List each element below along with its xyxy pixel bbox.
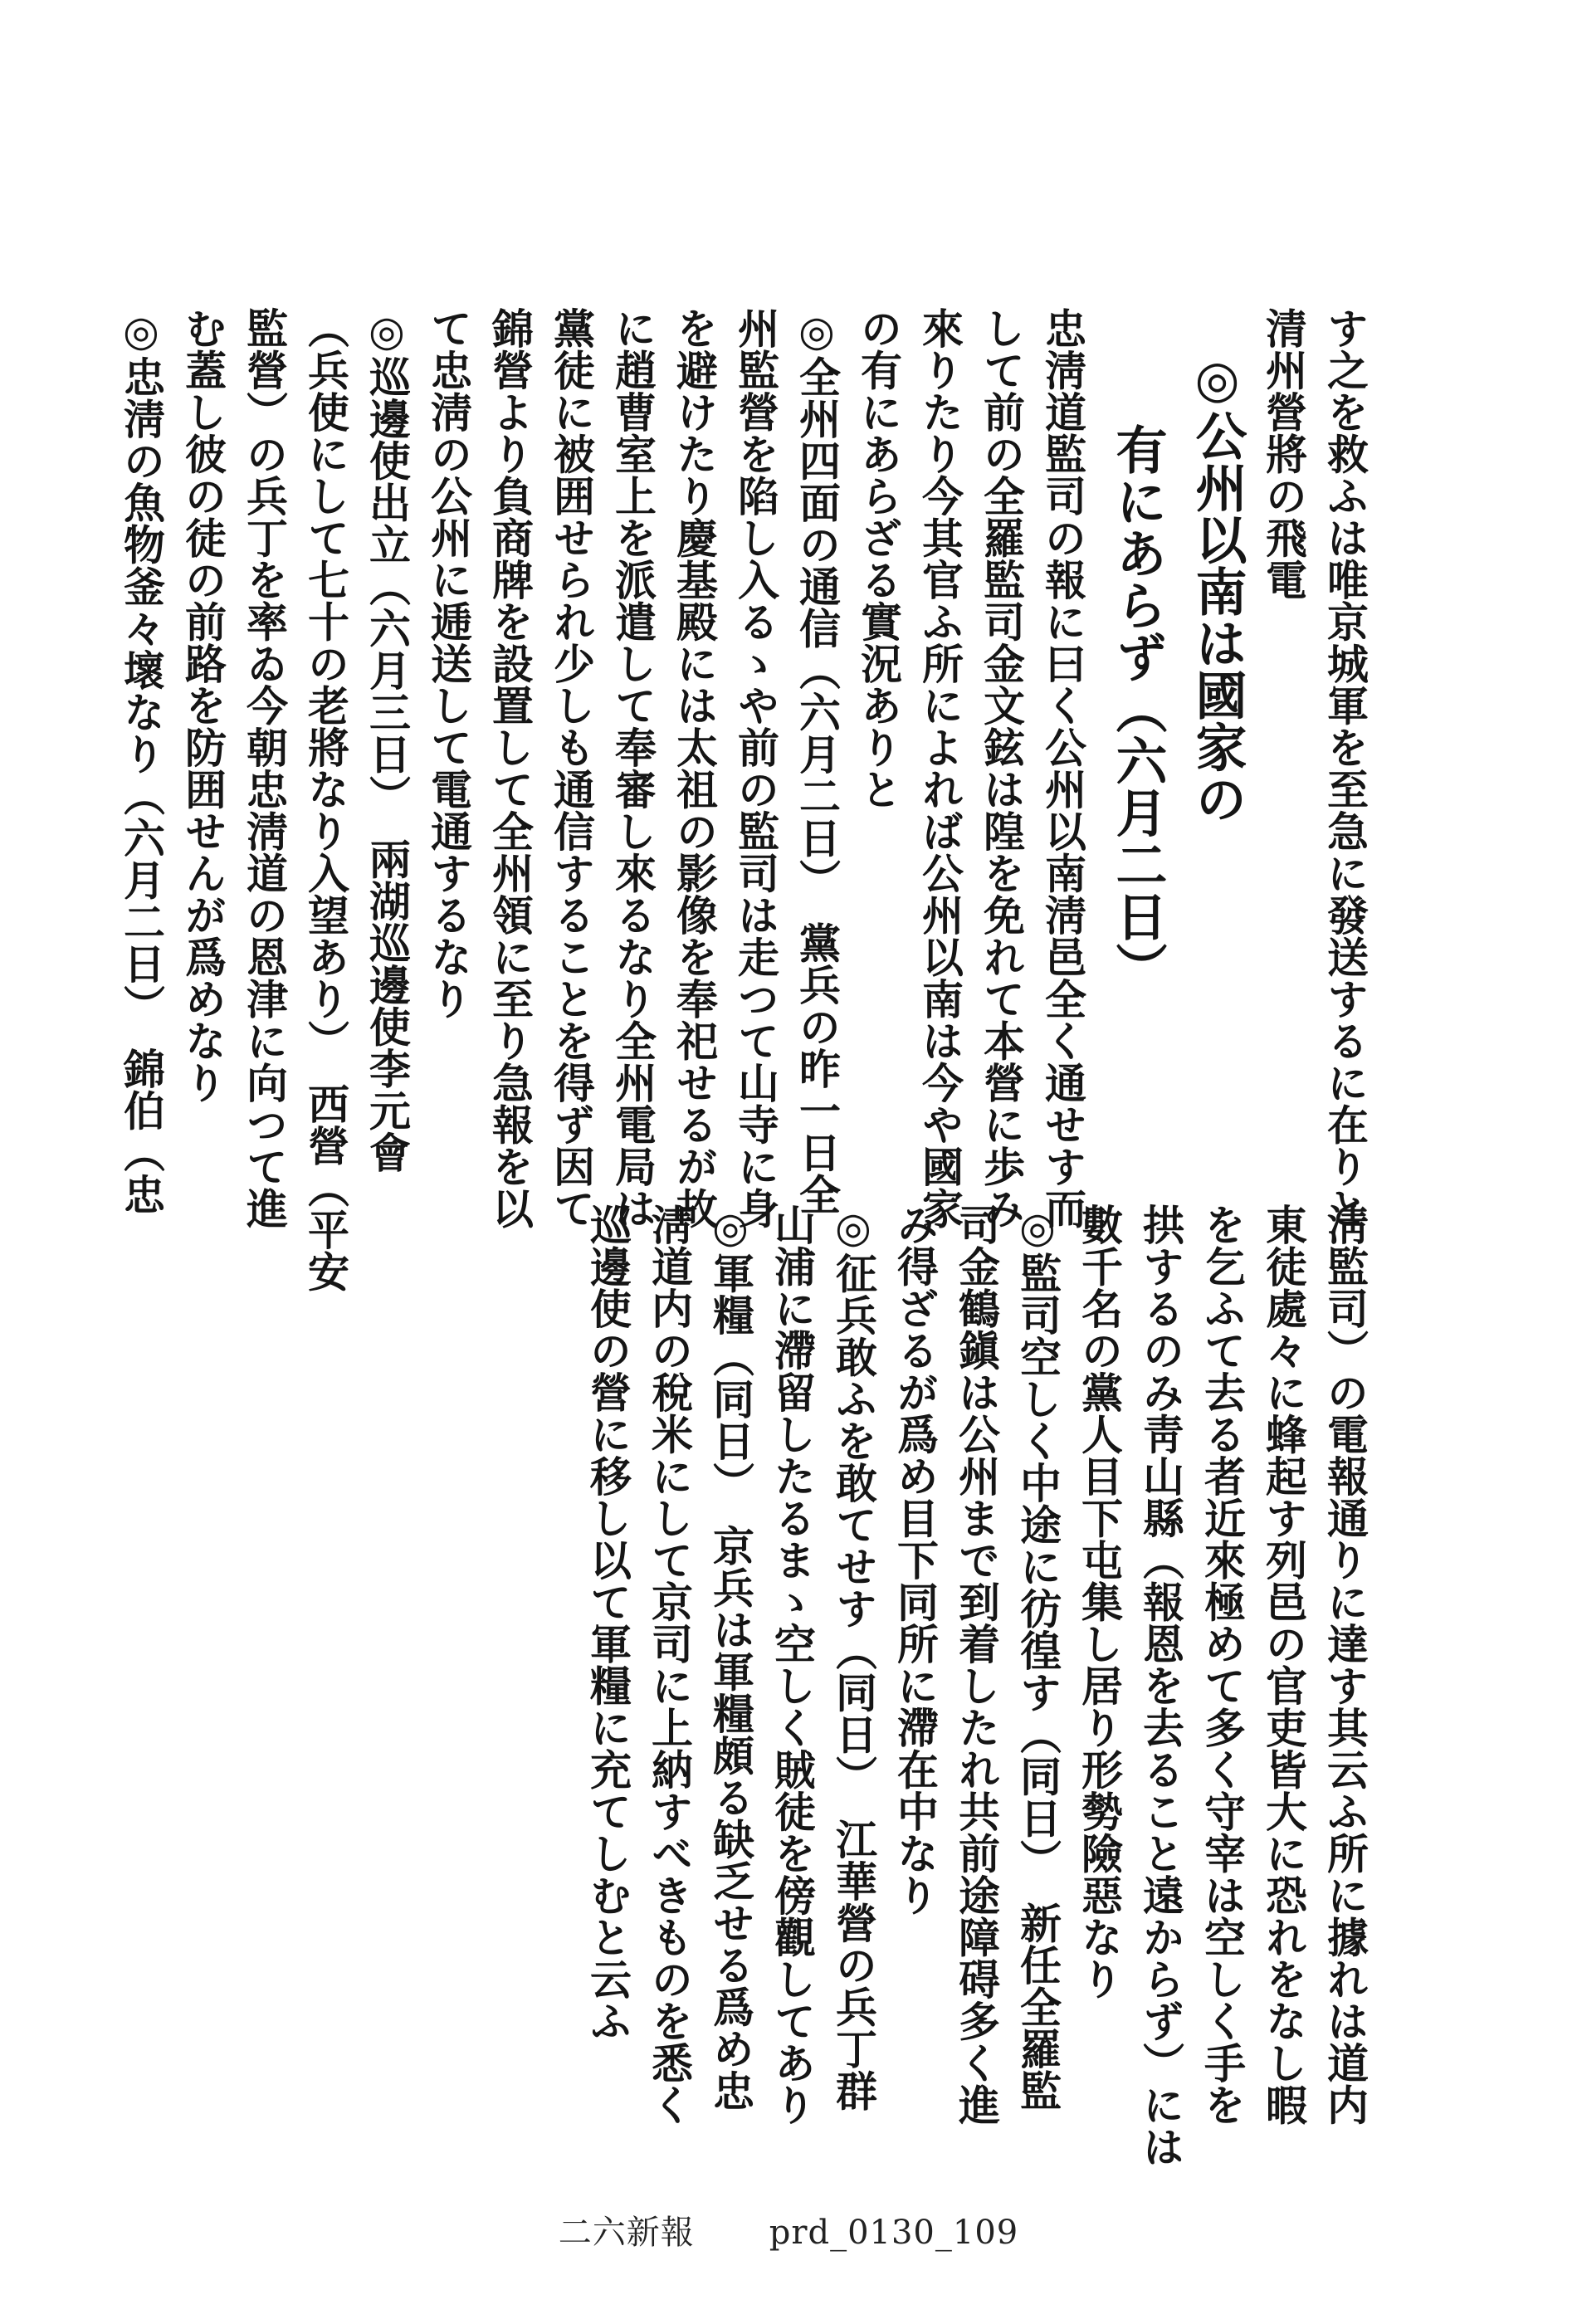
text-column: 巡邊使の營に移し以て軍糧に充てしむと云ふ [583, 1204, 632, 2042]
page-footer [0, 2206, 1577, 2253]
text-column: 州監營を陷し入るゝや前の監司は走つて山寺に身 [731, 307, 779, 1229]
text-column: 司金鶴鎭は公州まで到着したれ共前途障碍多く進 [952, 1204, 1000, 2126]
article-heading: ◎公州以南は國家の [1187, 349, 1247, 825]
text-column: 拱するのみ靑山縣（報恩を去ること遠からず）には [1136, 1204, 1184, 2168]
text-column: 東徒處々に蜂起す列邑の官吏皆大に恐れをなし暇 [1259, 1204, 1307, 2126]
text-column: の有にあらざる實況ありと [854, 307, 902, 810]
text-column: 黨徒に被囲せられ少しも通信することを得ず因て [547, 307, 595, 1229]
text-column: ◎全州四面の通信（六月二日） 黨兵の昨一日全 [793, 307, 841, 1215]
text-column: 錦營より負商牌を設置して全州領に至り急報を以 [486, 307, 534, 1229]
text-column: 清州營將の飛電 [1259, 307, 1307, 601]
page-code: prd_0130_109 [769, 2214, 1019, 2252]
text-column: み得ざるが爲め目下同所に滯在中なり [891, 1204, 939, 1916]
text-column: 來りたり今其官ふ所によれば公州以南は今や國家 [915, 307, 964, 1229]
text-column: 淸道内の稅米にして京司に上納すべきものを悉く [645, 1204, 693, 2126]
text-column: に趙曹室上を派遣して奉審し來るなり全州電局は [608, 307, 657, 1229]
text-column: を避けたり慶基殿には太祖の影像を奉祀せるが故 [670, 307, 718, 1229]
text-column: て忠淸の公州に逓送して電通するなり [424, 307, 472, 1020]
text-column: ◎忠淸の魚物釜々壞なり（六月二日） 錦伯（忠 [117, 307, 165, 1215]
text-column: 數千名の黨人目下屯集し居り形勢險惡なり [1075, 1204, 1123, 2000]
text-column: す之を救ふは唯京城軍を至急に發送するに在りと [1321, 307, 1369, 1229]
upper-article-block [100, 307, 1369, 1292]
text-column: む蓋し彼の徒の前路を防囲せんが爲めなり [178, 307, 227, 1104]
text-column: ◎征兵敢ふを敢てせす（同日） 江華營の兵丁群 [829, 1204, 877, 2112]
article-heading: 有にあらず（六月二日） [1107, 423, 1168, 994]
text-column: ◎軍糧（同日） 京兵は軍糧頗る缺乏せる爲め忠 [706, 1204, 754, 2112]
text-column: 監營）の兵丁を率ゐ今朝忠淸道の恩津に向つて進 [240, 307, 288, 1229]
text-column: 忠淸道監司の報に曰く公州以南淸邑全く通せす而 [1038, 307, 1086, 1229]
text-column: ◎監司空しく中途に彷徨す（同日） 新任全羅監 [1013, 1204, 1062, 2112]
newspaper-title: 二六新報 [558, 2214, 695, 2252]
text-column: 山浦に滯留したるまゝ空しく賊徒を傍觀してあり [768, 1204, 816, 2126]
text-column: ◎巡邊使出立（六月三日） 兩湖巡邊使李元會 [363, 307, 411, 1174]
text-column: して前の全羅監司金文鉉は隍を免れて本營に歩み [977, 307, 1025, 1229]
text-column: （兵使にして七十の老將なり入望あり） 西營（平安 [301, 307, 349, 1292]
lower-article-block [567, 1204, 1369, 2168]
text-column: 淸監司）の電報通りに達す其云ふ所に據れは道内 [1321, 1204, 1369, 2126]
text-column: を乞ふて去る者近來極めて多く守宰は空しく手を [1198, 1204, 1246, 2126]
